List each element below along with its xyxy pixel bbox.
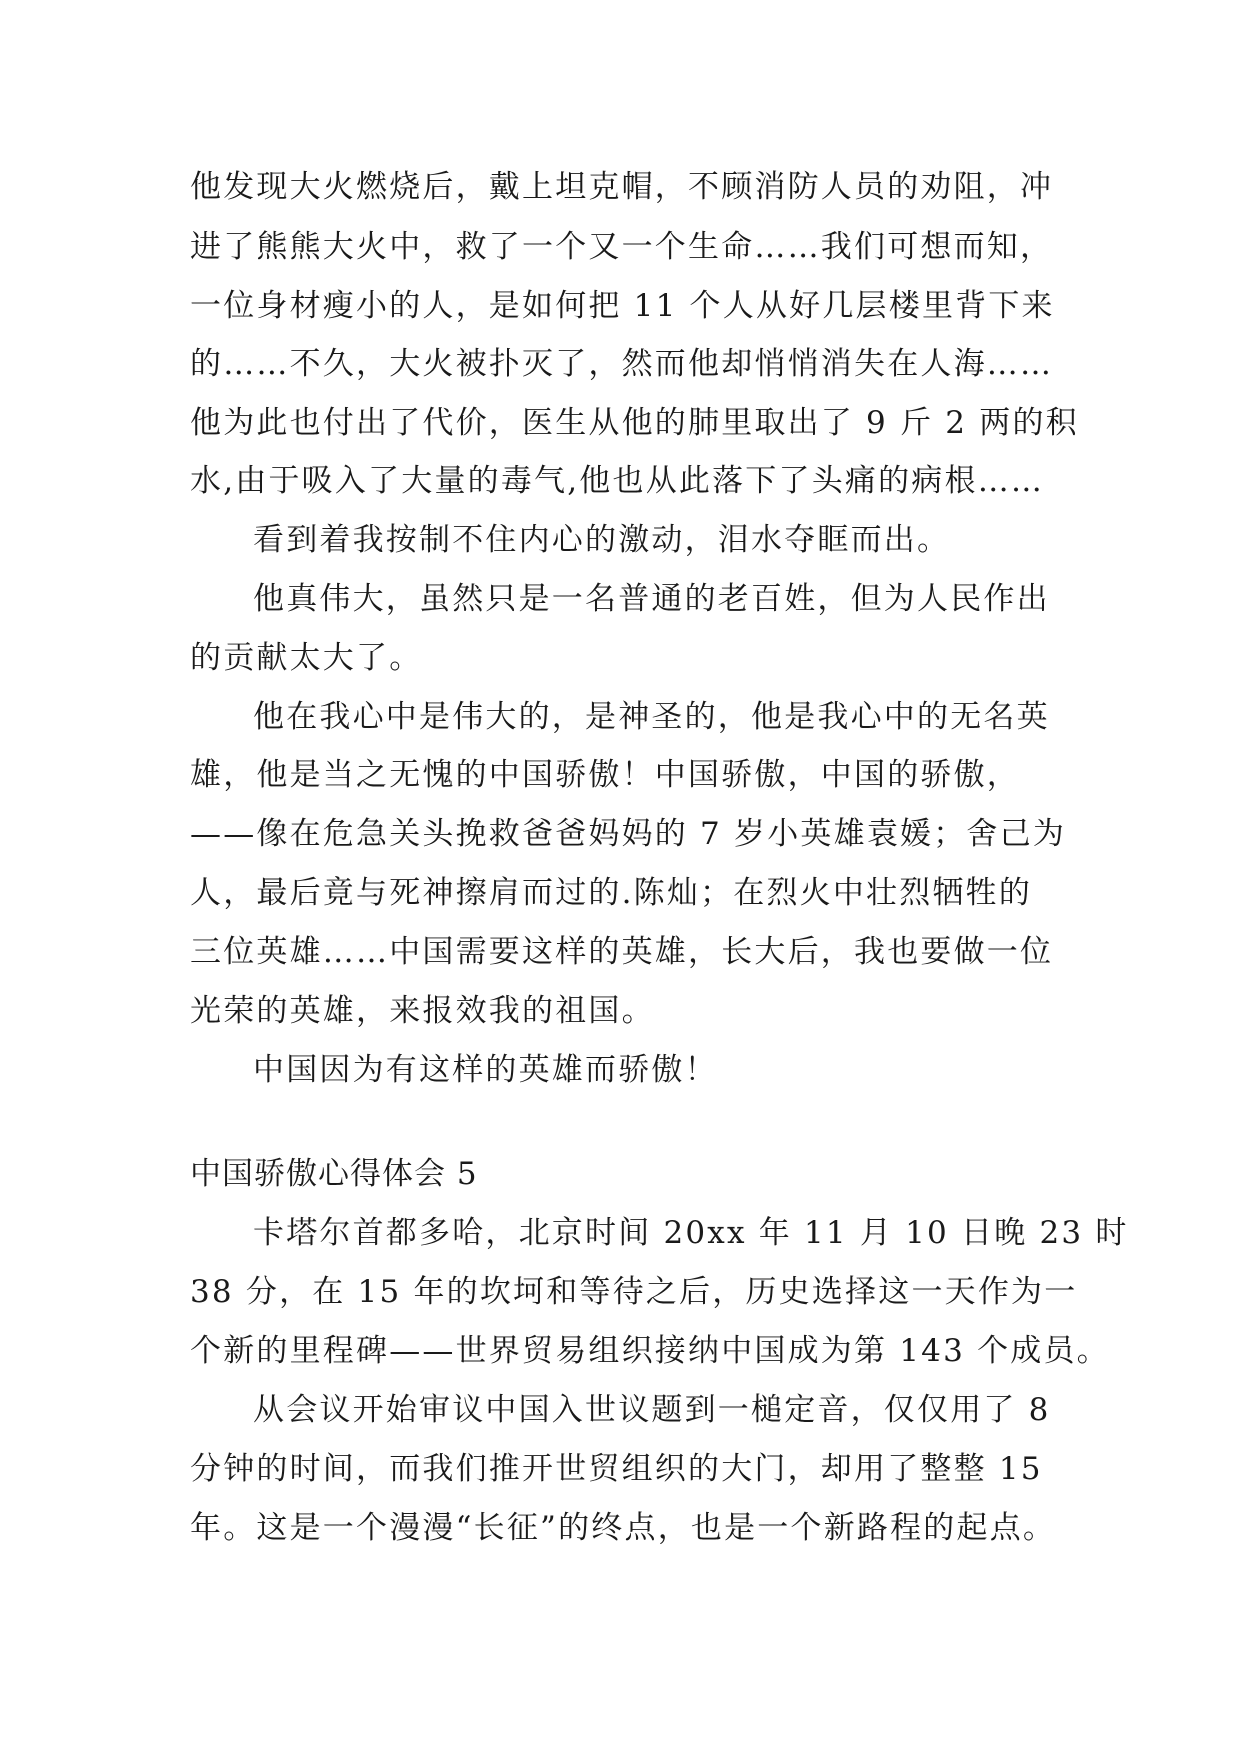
paragraph-line: 他为此也付出了代价，医生从他的肺里取出了 9 斤 2 两的积 xyxy=(190,405,1079,441)
paragraph-line: 年。这是一个漫漫“长征”的终点，也是一个新路程的起点。 xyxy=(190,1510,1057,1546)
section-heading: 中国骄傲心得体会 5 xyxy=(190,1156,478,1192)
paragraph-line: 38 分，在 15 年的坎坷和等待之后，历史选择这一天作为一 xyxy=(190,1274,1078,1310)
paragraph-line: 的贡献太大了。 xyxy=(190,640,423,676)
paragraph-line: 人，最后竟与死神擦肩而过的.陈灿；在烈火中壮烈牺牲的 xyxy=(190,875,1033,911)
paragraph-line: 中国因为有这样的英雄而骄傲！ xyxy=(253,1052,718,1088)
paragraph-line: 一位身材瘦小的人，是如何把 11 个人从好几层楼里背下来 xyxy=(190,288,1055,324)
paragraph-line: 三位英雄……中国需要这样的英雄，长大后，我也要做一位 xyxy=(190,934,1054,970)
paragraph-line: 个新的里程碑——世界贸易组织接纳中国成为第 143 个成员。 xyxy=(190,1333,1110,1369)
paragraph-line: 卡塔尔首都多哈，北京时间 20xx 年 11 月 10 日晚 23 时 xyxy=(253,1215,1129,1251)
paragraph-line: 水,由于吸入了大量的毒气,他也从此落下了头痛的病根…… xyxy=(190,463,1045,499)
paragraph-line: ——像在危急关头挽救爸爸妈妈的 7 岁小英雄袁媛；舍己为 xyxy=(190,816,1067,852)
paragraph-line: 光荣的英雄，来报效我的祖国。 xyxy=(190,993,655,1029)
paragraph-line: 分钟的时间，而我们推开世贸组织的大门，却用了整整 15 xyxy=(190,1451,1043,1487)
paragraph-line: 他发现大火燃烧后，戴上坦克帽，不顾消防人员的劝阻，冲 xyxy=(190,169,1054,205)
paragraph-line: 的……不久，大火被扑灭了，然而他却悄悄消失在人海…… xyxy=(190,346,1054,382)
paragraph-line: 雄，他是当之无愧的中国骄傲！中国骄傲，中国的骄傲， xyxy=(190,757,1020,793)
paragraph-line: 他真伟大，虽然只是一名普通的老百姓，但为人民作出 xyxy=(253,581,1050,617)
paragraph-line: 他在我心中是伟大的，是神圣的，他是我心中的无名英 xyxy=(253,699,1050,735)
paragraph-line: 看到着我按制不住内心的激动，泪水夺眶而出。 xyxy=(253,522,951,558)
paragraph-line: 进了熊熊大火中，救了一个又一个生命……我们可想而知， xyxy=(190,229,1054,265)
paragraph-line: 从会议开始审议中国入世议题到一槌定音，仅仅用了 8 xyxy=(253,1392,1051,1428)
